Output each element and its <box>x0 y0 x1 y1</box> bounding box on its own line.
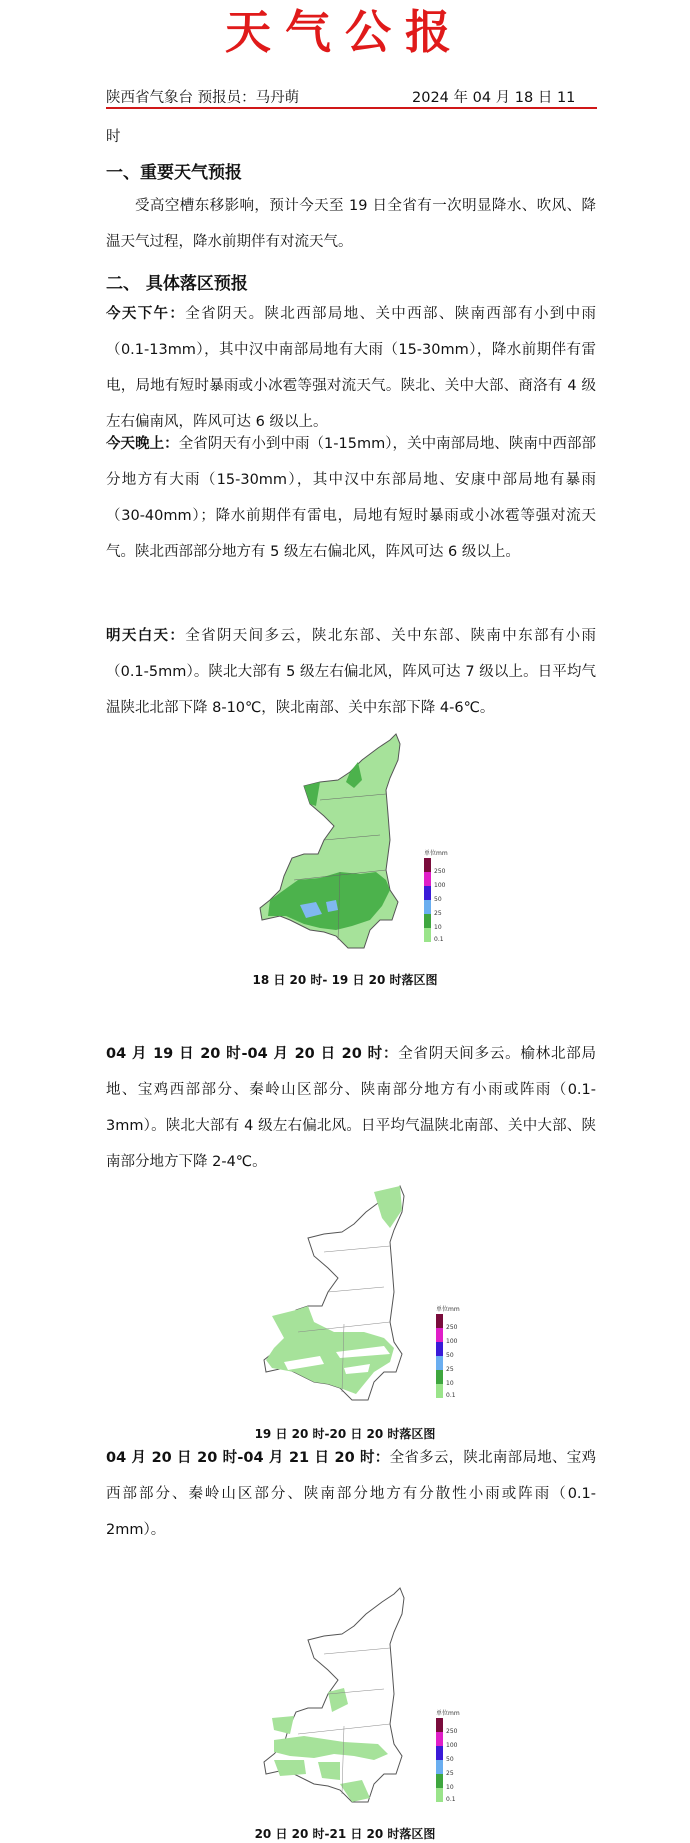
legend-swatch-0.1-10 <box>436 1384 443 1398</box>
issue-datetime: 2024 年 04 月 18 日 11 <box>412 90 576 106</box>
legend-swatch-25-50 <box>436 1760 443 1774</box>
legend-tick: 25 <box>446 1366 454 1373</box>
legend-swatch-100-250 <box>436 1732 443 1746</box>
legend-tick: 250 <box>434 868 446 875</box>
period-lead: 今天下午： <box>106 306 186 322</box>
legend-tick: 50 <box>434 896 442 903</box>
legend-tick: 100 <box>434 882 446 889</box>
outlook-text: 全省阴天间多云。榆林北部局地、宝鸡西部部分、秦岭山区部分、陕南部分地方有小雨或阵雨（0.1-3mm）。陕北大部有 4 级左右偏北风。日平均气温陕北南部、关中大部、陕南部分地方下降 2-4℃。 <box>106 1046 596 1170</box>
period-text: 全省阴天有小到中雨（1-15mm），关中南部局地、陕南中西部部分地方有大雨（15-30mm），其中汉中东部局地、安康中部局地有暴雨（30-40mm）；降水前期伴有雷电，局地有短时暴雨或小冰雹等强对流天气。陕北西部部分地方有 5 级左右偏北风，阵风可达 6 级以上。 <box>106 436 597 560</box>
legend-swatch-10-25 <box>436 1370 443 1384</box>
legend-swatch-0.1-10 <box>436 1788 443 1802</box>
legend-tick: 10 <box>446 1380 454 1387</box>
outlook-text: 全省多云，陕北南部局地、宝鸡西部部分、秦岭山区部分、陕南部分地方有分散性小雨或阵雨（0.1-2mm）。 <box>106 1450 596 1538</box>
outlook-0420-0421 <box>106 1440 596 1548</box>
section1-heading: 一、重要天气预报 <box>106 163 242 183</box>
period-lead: 今天晚上： <box>106 436 179 452</box>
legend-swatch-50-100 <box>424 886 431 900</box>
outlook-0419-0420 <box>106 1036 596 1180</box>
outlook-lead: 04 月 19 日 20 时-04 月 20 日 20 时： <box>106 1046 399 1062</box>
legend-swatch-50-100 <box>436 1342 443 1356</box>
legend-tick: 100 <box>446 1742 458 1749</box>
legend-tick: 0.1 <box>446 1796 456 1803</box>
header-red-rule <box>106 107 597 109</box>
document-title: 天气公报 <box>225 5 465 59</box>
period-tomorrow-day <box>106 618 596 726</box>
legend-tick: 10 <box>434 924 442 931</box>
precip-map-3 <box>244 1584 484 1834</box>
precip-map-2 <box>244 1182 484 1432</box>
issuer-and-forecaster: 陕西省气象台 预报员：马丹萌 <box>106 90 300 106</box>
legend-swatch-100-250 <box>424 872 431 886</box>
legend-swatch-250plus <box>436 1314 443 1328</box>
legend-unit: 单位mm <box>424 850 448 857</box>
legend-swatch-25-50 <box>424 900 431 914</box>
map-1-caption: 18 日 20 时- 19 日 20 时落区图 <box>252 973 438 987</box>
legend-tick: 25 <box>434 910 442 917</box>
legend-swatch-10-25 <box>424 914 431 928</box>
legend-unit: 单位mm <box>436 1710 460 1717</box>
outlook-lead: 04 月 20 日 20 时-04 月 21 日 20 时： <box>106 1450 390 1466</box>
period-lead: 明天白天： <box>106 628 186 644</box>
period-tonight <box>106 426 596 570</box>
legend-tick: 250 <box>446 1324 458 1331</box>
legend-swatch-50-100 <box>436 1746 443 1760</box>
legend-tick: 250 <box>446 1728 458 1735</box>
legend-swatch-10-25 <box>436 1774 443 1788</box>
section2-heading: 二、 具体落区预报 <box>106 274 248 294</box>
legend-swatch-250plus <box>424 858 431 872</box>
precip-map-1 <box>240 730 480 980</box>
map-2-caption: 19 日 20 时-20 日 20 时落区图 <box>254 1427 436 1441</box>
period-this-afternoon <box>106 296 596 440</box>
legend-tick: 50 <box>446 1352 454 1359</box>
legend-tick: 50 <box>446 1756 454 1763</box>
legend-tick: 0.1 <box>446 1392 456 1399</box>
legend-tick: 25 <box>446 1770 454 1777</box>
map-3-caption: 20 日 20 时-21 日 20 时落区图 <box>254 1827 436 1841</box>
legend-swatch-25-50 <box>436 1356 443 1370</box>
legend-tick: 100 <box>446 1338 458 1345</box>
issue-datetime-wrap: 时 <box>106 129 121 145</box>
legend-swatch-0.1-10 <box>424 928 431 942</box>
period-text: 全省阴天。陕北西部局地、关中西部、陕南西部有小到中雨 （0.1-13mm），其中汉中南部局地有大雨（15-30mm），降水前期伴有雷电，局地有短时暴雨或小冰雹等强对流天气。陕北、关中大部、商洛有 4 级左右偏南风，阵风可达 6 级以上。 <box>106 306 596 430</box>
legend-unit: 单位mm <box>436 1306 460 1313</box>
section1-body: 受高空槽东移影响，预计今天至 19 日全省有一次明显降水、吹风、降温天气过程，降水前期伴有对流天气。 <box>106 198 596 250</box>
legend-tick: 10 <box>446 1784 454 1791</box>
legend-tick: 0.1 <box>434 936 444 943</box>
legend-swatch-100-250 <box>436 1328 443 1342</box>
legend-swatch-250plus <box>436 1718 443 1732</box>
period-text: 全省阴天间多云，陕北东部、关中东部、陕南中东部有小雨（0.1-5mm）。陕北大部有 5 级左右偏北风，阵风可达 7 级以上。日平均气温陕北北部下降 8-10℃，陕北南部、关中东部下降 4-6℃。 <box>106 628 596 716</box>
